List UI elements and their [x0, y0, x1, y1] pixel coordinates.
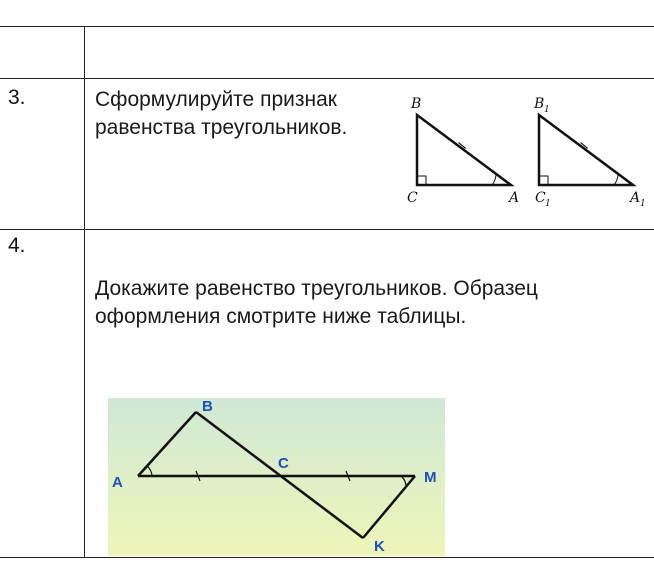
task-number: 3.: [8, 86, 26, 109]
triangle-abc: [407, 96, 519, 206]
svg-text:1: 1: [544, 105, 550, 115]
column-divider: [84, 26, 85, 558]
svg-text:1: 1: [545, 199, 551, 209]
task-text: Сформулируйте признак равенства треугольников.: [95, 88, 348, 139]
vertex-c-label: C: [407, 190, 418, 206]
triangle-a1b1c1: [533, 96, 646, 209]
vertex-c1-label: C: [535, 190, 546, 206]
point-a-label: A: [112, 474, 123, 491]
point-k-label: K: [374, 538, 385, 555]
crossing-triangles-figure: [108, 398, 445, 556]
row-divider: [0, 229, 654, 230]
point-c-label: C: [278, 455, 289, 472]
vertex-b1-label: B: [534, 96, 545, 112]
point-b-label: B: [202, 398, 213, 415]
vertex-a1-label: A: [630, 190, 641, 206]
row-divider: [0, 78, 654, 79]
table-top-border: [0, 26, 654, 27]
task-text: Докажите равенство треугольников. Образец оформления смотрите ниже таблицы.: [95, 277, 538, 328]
triangles-figure: [395, 85, 654, 215]
vertex-b-label: B: [411, 96, 422, 112]
vertex-a-label: A: [509, 190, 520, 206]
table-bottom-border: [0, 557, 654, 558]
point-m-label: M: [424, 469, 437, 486]
task-number: 4.: [8, 234, 26, 257]
svg-text:1: 1: [640, 199, 646, 209]
